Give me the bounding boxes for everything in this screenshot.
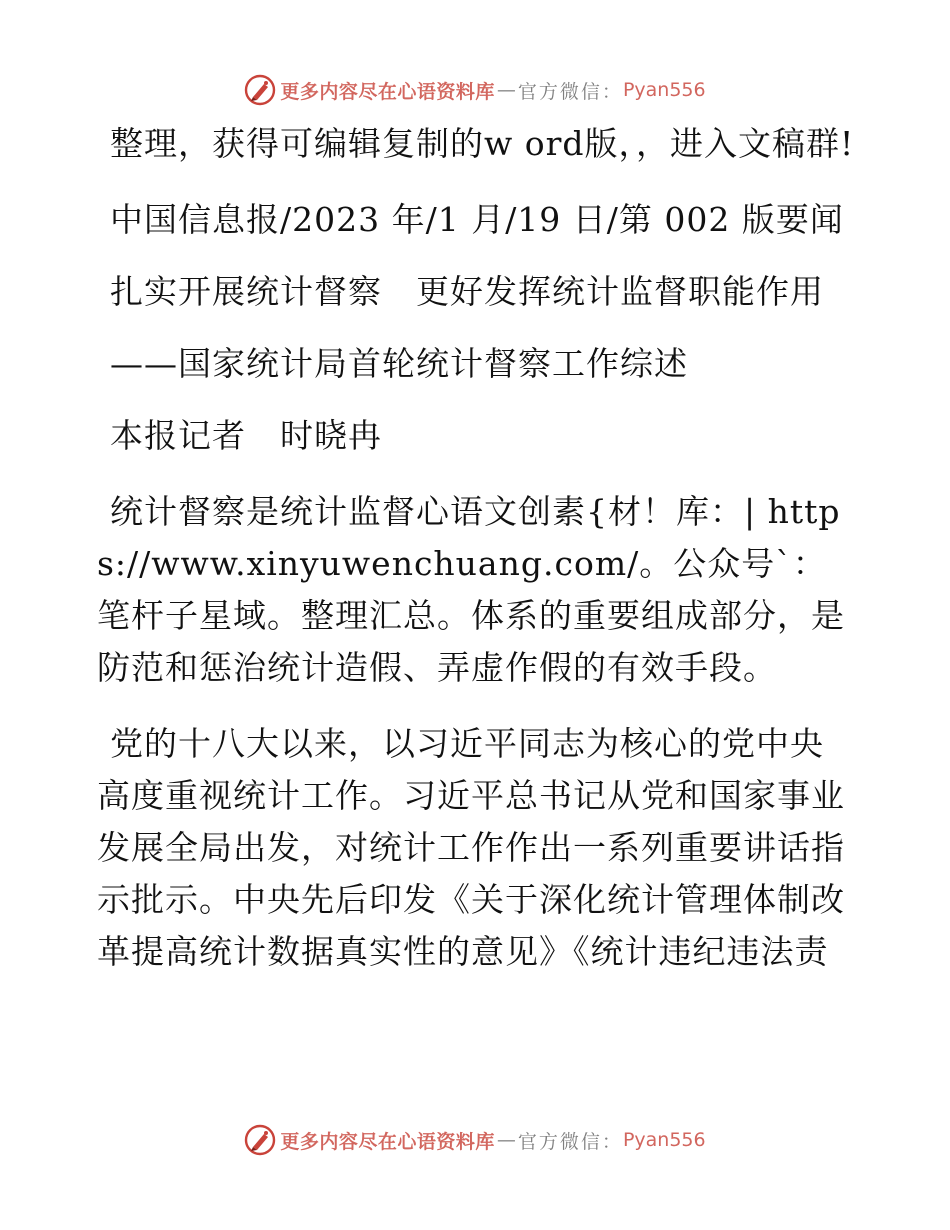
pen-logo-icon <box>244 1124 276 1156</box>
top-watermark-banner <box>0 70 950 110</box>
banner-wechat-label: 官方微信： <box>517 80 623 103</box>
banner-main-text: 更多内容尽在心语资料库 <box>280 1130 495 1153</box>
byline: 本报记者 时晓冉 <box>110 416 382 455</box>
intro-paragraph: 整理，获得可编辑复制的w ord版，，进入文稿群! <box>110 124 855 163</box>
banner-wechat-id: Pyan556 <box>622 79 706 101</box>
bottom-watermark-banner <box>0 1120 950 1160</box>
headline: 扎实开展统计督察 更好发挥统计监督职能作用 <box>110 272 824 311</box>
banner-dash: — <box>496 1129 516 1151</box>
body-paragraph-2: 党的十八大以来，以习近平同志为核心的党中央高度重视统计工作。习近平总书记从党和国家事业发展全局出发，对统计工作作出一系列重要讲话指示批示。中央先后印发《关于深化统计管理体制改革提高统计数据真实性的意见》《统计违纪违法责 <box>97 724 845 971</box>
banner-wechat-label: 官方微信： <box>517 1130 623 1153</box>
source-line: 中国信息报/2023 年/1 月/19 日/第 002 版要闻 <box>110 200 844 239</box>
document-body <box>97 118 857 978</box>
subheadline: ——国家统计局首轮统计督察工作综述 <box>110 344 688 383</box>
body-paragraph-1: 统计督察是统计监督心语文创素{材！库：| https://www.xinyuwenchuang.com/。公众号`：笔杆子星域。整理汇总。体系的重要组成部分，是防范和惩治统计造假、弄虚作假的有效手段。 <box>97 492 845 687</box>
banner-dash: — <box>496 79 516 101</box>
banner-wechat-id: Pyan556 <box>622 1129 706 1151</box>
banner-main-text: 更多内容尽在心语资料库 <box>280 80 495 103</box>
pen-logo-icon <box>244 74 276 106</box>
